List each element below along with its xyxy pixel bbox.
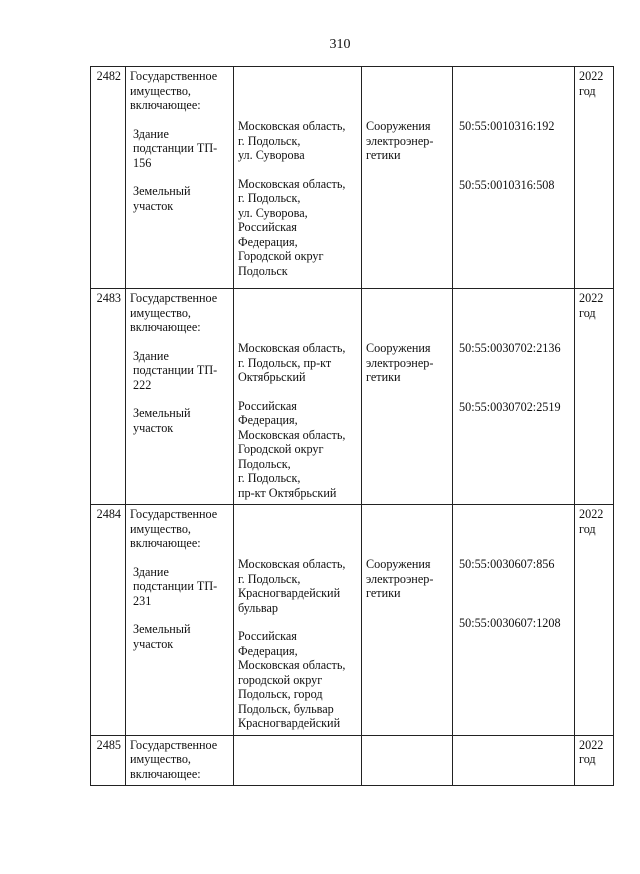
address-land: Московская область, г. Подольск, ул. Суворова, Российская Федерация, Городской округ Подольск xyxy=(238,176,346,278)
address-cell xyxy=(234,67,362,289)
object-cell xyxy=(126,67,234,289)
type-cell xyxy=(362,735,453,786)
cadastral-cell xyxy=(453,505,575,736)
object-type: Сооружения электроэнер- гетики xyxy=(366,341,434,384)
address-building: Московская область, г. Подольск, Красногвардейский бульвар xyxy=(238,557,346,615)
table-row xyxy=(91,289,614,505)
object-cell xyxy=(126,505,234,736)
cadastral-building: 50:55:0030702:2136 xyxy=(459,341,561,355)
cadastral-building: 50:55:0030607:856 xyxy=(459,557,555,571)
year-cell: 2022 год xyxy=(575,505,614,736)
address-building: Московская область, г. Подольск, ул. Суворова xyxy=(238,119,346,162)
object-item-building: Здание подстанции ТП- 231 xyxy=(133,564,218,608)
address-cell xyxy=(234,289,362,505)
object-header: Государственное имущество, включающее: xyxy=(130,507,218,550)
row-number: 2484 xyxy=(91,505,126,736)
cadastral-cell xyxy=(453,735,575,786)
type-cell xyxy=(362,289,453,505)
object-item-land: Земельный участок xyxy=(133,406,191,435)
object-header: Государственное имущество, включающее: xyxy=(130,737,218,781)
cadastral-cell xyxy=(453,67,575,289)
year-cell: 2022 год xyxy=(575,735,614,786)
address-cell xyxy=(234,735,362,786)
property-registry-table xyxy=(90,66,614,786)
year-cell: 2022 год xyxy=(575,289,614,505)
page-number: 310 xyxy=(329,37,351,52)
object-type: Сооружения электроэнер- гетики xyxy=(366,119,434,162)
cadastral-land: 50:55:0030607:1208 xyxy=(459,615,561,630)
cadastral-building: 50:55:0010316:192 xyxy=(459,119,555,133)
year-cell: 2022 год xyxy=(575,67,614,289)
object-type: Сооружения электроэнер- гетики xyxy=(366,557,434,600)
type-cell xyxy=(362,505,453,736)
object-item-building: Здание подстанции ТП- 156 xyxy=(133,126,218,170)
table-row xyxy=(91,67,614,289)
object-item-land: Земельный участок xyxy=(133,622,191,651)
address-building: Московская область, г. Подольск, пр-кт Октябрьский xyxy=(238,341,346,384)
object-cell xyxy=(126,289,234,505)
address-land: Российская Федерация, Московская область, Городской округ Подольск, г. Подольск, пр-кт Октябрьский xyxy=(238,398,346,500)
object-item-building: Здание подстанции ТП- 222 xyxy=(133,348,218,392)
table-row xyxy=(91,505,614,736)
object-header: Государственное имущество, включающее: xyxy=(130,291,218,334)
cadastral-cell xyxy=(453,289,575,505)
row-number: 2483 xyxy=(91,289,126,505)
address-cell xyxy=(234,505,362,736)
cadastral-land: 50:55:0010316:508 xyxy=(459,177,555,192)
cadastral-land: 50:55:0030702:2519 xyxy=(459,399,561,414)
address-land: Российская Федерация, Московская область, городской округ Подольск, город Подольск, бульвар Красногвардейский xyxy=(238,629,346,730)
table-row xyxy=(91,735,614,786)
type-cell xyxy=(362,67,453,289)
object-cell xyxy=(126,735,234,786)
object-item-land: Земельный участок xyxy=(133,184,191,213)
row-number: 2485 xyxy=(91,735,126,786)
object-header: Государственное имущество, включающее: xyxy=(130,69,218,112)
row-number: 2482 xyxy=(91,67,126,289)
